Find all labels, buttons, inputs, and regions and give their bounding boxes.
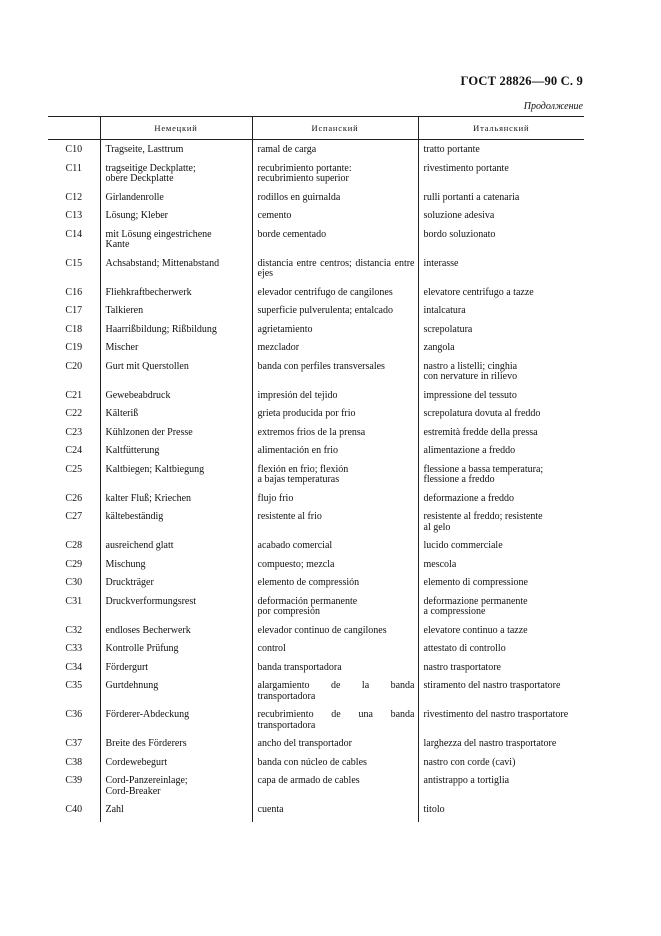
table-row <box>48 573 584 592</box>
term-italian: larghezza del nastro trasportatore <box>418 734 584 753</box>
term-code: C39 <box>65 775 83 786</box>
table-row <box>48 800 584 822</box>
term-code: C34 <box>65 661 83 673</box>
terms-table <box>48 116 584 822</box>
term-german: Kontrolle Prüfung <box>100 639 252 658</box>
document-header: ГОСТ 28826—90 С. 9 <box>460 74 583 88</box>
term-italian: elemento di compressione <box>418 573 584 592</box>
table-row <box>48 639 584 658</box>
term-spanish: control <box>252 639 418 658</box>
term-german: Haarrißbildung; Rißbildung <box>100 320 252 339</box>
term-italian: screpolatura <box>418 320 584 339</box>
term-spanish: distancia entre centros; distancia entre ejes <box>252 254 418 283</box>
term-code: C12 <box>65 191 83 203</box>
table-row <box>48 283 584 302</box>
term-spanish: superficie pulverulenta; entalcado <box>252 301 418 320</box>
table-row <box>48 489 584 508</box>
term-spanish: elemento de compressión <box>252 573 418 592</box>
table-row <box>48 507 584 536</box>
term-german: Förderer-Abdeckung <box>100 705 252 734</box>
term-code: C27 <box>65 511 83 522</box>
term-italian: mescola <box>418 555 584 574</box>
term-german: endloses Becherwerk <box>100 621 252 640</box>
term-italian: impressione del tessuto <box>418 386 584 405</box>
term-code: C16 <box>65 286 83 298</box>
table-row <box>48 188 584 207</box>
term-german: Kühlzonen der Presse <box>100 423 252 442</box>
term-spanish: alargamiento de la banda transportadora <box>252 676 418 705</box>
term-german: ausreichend glatt <box>100 536 252 555</box>
term-code: C31 <box>65 595 83 607</box>
term-code: C20 <box>65 360 83 372</box>
table-row <box>48 676 584 705</box>
header-german: Немецкий <box>100 117 252 140</box>
term-italian: rulli portanti a catenaria <box>418 188 584 207</box>
term-code: C19 <box>65 342 83 353</box>
term-code: C26 <box>65 492 83 504</box>
term-italian: deformazione permanente a compressione <box>418 592 584 621</box>
table-row <box>48 441 584 460</box>
term-spanish: elevador centrifugo de cangilones <box>252 283 418 302</box>
term-code: C40 <box>65 804 83 815</box>
term-german: Gewebeabdruck <box>100 386 252 405</box>
table-row <box>48 658 584 677</box>
header-spanish: Испанский <box>252 117 418 140</box>
term-code: C24 <box>65 445 83 456</box>
term-italian: lucido commerciale <box>418 536 584 555</box>
term-code: C15 <box>65 257 83 269</box>
term-spanish: agrietamiento <box>252 320 418 339</box>
term-spanish: compuesto; mezcla <box>252 555 418 574</box>
term-italian: screpolatura dovuta al freddo <box>418 404 584 423</box>
term-spanish: flexión en frio; flexión a bajas temperaturas <box>252 460 418 489</box>
table-row <box>48 536 584 555</box>
term-german: Zahl <box>100 800 252 822</box>
term-italian: attestato di controllo <box>418 639 584 658</box>
term-italian: nastro con corde (cavi) <box>418 753 584 772</box>
continuation-label: Продолжение <box>523 101 583 112</box>
table-row <box>48 225 584 254</box>
term-spanish: recubrimiento portante: recubrimiento superior <box>252 159 418 188</box>
term-german: Fördergurt <box>100 658 252 677</box>
term-spanish: recubrimiento de una banda transportadora <box>252 705 418 734</box>
table-row <box>48 621 584 640</box>
term-code: C13 <box>65 210 83 221</box>
table-row <box>48 206 584 225</box>
term-italian: titolo <box>418 800 584 822</box>
term-code: C14 <box>65 228 83 240</box>
term-code: C32 <box>65 624 83 636</box>
term-german: Gurtdehnung <box>100 676 252 705</box>
term-german: Druckverformungsrest <box>100 592 252 621</box>
table-row <box>48 357 584 386</box>
term-italian: elevatore centrifugo a tazze <box>418 283 584 302</box>
term-spanish: banda transportadora <box>252 658 418 677</box>
term-italian: intalcatura <box>418 301 584 320</box>
term-spanish: mezclador <box>252 338 418 357</box>
term-code: C38 <box>65 756 83 768</box>
table-row <box>48 592 584 621</box>
term-spanish: extremos frios de la prensa <box>252 423 418 442</box>
term-german: Achsabstand; Mittenabstand <box>100 254 252 283</box>
term-spanish: deformación permanente por compresión <box>252 592 418 621</box>
table-body <box>48 140 584 822</box>
term-spanish: grieta producida por frio <box>252 404 418 423</box>
table-row <box>48 140 584 159</box>
term-spanish: cuenta <box>252 800 418 822</box>
table-row <box>48 555 584 574</box>
term-italian: rivestimento portante <box>418 159 584 188</box>
table-row <box>48 734 584 753</box>
term-german: Kaltfütterung <box>100 441 252 460</box>
term-spanish: rodillos en guirnalda <box>252 188 418 207</box>
term-code: C21 <box>65 389 83 401</box>
table-row <box>48 320 584 339</box>
term-german: Tragseite, Lasttrum <box>100 140 252 159</box>
term-code: C36 <box>65 709 83 720</box>
term-italian: rivestimento del nastro trasportatore <box>418 705 584 734</box>
term-german: Talkieren <box>100 301 252 320</box>
term-italian: estremità fredde della pressa <box>418 423 584 442</box>
term-italian: bordo soluzionato <box>418 225 584 254</box>
term-german: Cordewebegurt <box>100 753 252 772</box>
term-italian: nastro trasportatore <box>418 658 584 677</box>
term-spanish: flujo frio <box>252 489 418 508</box>
term-code: C11 <box>65 162 82 174</box>
term-spanish: acabado comercial <box>252 536 418 555</box>
term-code: C22 <box>65 408 83 419</box>
term-code: C10 <box>65 144 83 155</box>
term-german: tragseitige Deckplatte; obere Deckplatte <box>100 159 252 188</box>
term-italian: elevatore continuo a tazze <box>418 621 584 640</box>
term-code: C17 <box>65 305 83 316</box>
table-row <box>48 705 584 734</box>
term-code: C18 <box>65 323 83 335</box>
table-row <box>48 159 584 188</box>
table-row <box>48 301 584 320</box>
term-code: C23 <box>65 426 83 438</box>
term-code: C30 <box>65 577 83 588</box>
term-spanish: cemento <box>252 206 418 225</box>
term-german: Cord-Panzereinlage; Cord-Breaker <box>100 771 252 800</box>
term-italian: resistente al freddo; resistente al gelo <box>418 507 584 536</box>
term-german: kältebeständig <box>100 507 252 536</box>
term-italian: soluzione adesiva <box>418 206 584 225</box>
table-row <box>48 460 584 489</box>
term-italian: alimentazione a freddo <box>418 441 584 460</box>
header-code <box>48 117 100 140</box>
term-italian: tratto portante <box>418 140 584 159</box>
term-code: C28 <box>65 540 83 551</box>
table-row <box>48 338 584 357</box>
term-italian: deformazione a freddo <box>418 489 584 508</box>
term-spanish: resistente al frio <box>252 507 418 536</box>
term-code: C33 <box>65 643 83 654</box>
table-row <box>48 386 584 405</box>
term-german: Lösung; Kleber <box>100 206 252 225</box>
term-code: C35 <box>65 680 83 691</box>
term-italian: antistrappo a tortiglia <box>418 771 584 800</box>
term-italian: stiramento del nastro trasportatore <box>418 676 584 705</box>
table-header-row <box>48 117 584 140</box>
term-code: C25 <box>65 463 83 475</box>
term-german: Breite des Förderers <box>100 734 252 753</box>
table-row <box>48 404 584 423</box>
table-row <box>48 423 584 442</box>
term-code: C37 <box>65 738 83 749</box>
term-spanish: banda con núcleo de cables <box>252 753 418 772</box>
header-italian: Итальянский <box>418 117 584 140</box>
term-spanish: elevador continuo de cangilones <box>252 621 418 640</box>
table-row <box>48 254 584 283</box>
term-spanish: impresión del tejido <box>252 386 418 405</box>
term-german: Gurt mit Querstollen <box>100 357 252 386</box>
term-spanish: ramal de carga <box>252 140 418 159</box>
term-german: Kaltbiegen; Kaltbiegung <box>100 460 252 489</box>
term-german: Druckträger <box>100 573 252 592</box>
term-german: Fliehkraftbecherwerk <box>100 283 252 302</box>
term-spanish: banda con perfiles transversales <box>252 357 418 386</box>
term-german: Mischung <box>100 555 252 574</box>
term-spanish: borde cementado <box>252 225 418 254</box>
term-italian: interasse <box>418 254 584 283</box>
term-german: Kälteriß <box>100 404 252 423</box>
term-code: C29 <box>65 558 83 570</box>
term-italian: zangola <box>418 338 584 357</box>
term-german: kalter Fluß; Kriechen <box>100 489 252 508</box>
table-row <box>48 753 584 772</box>
term-italian: flessione a bassa temperatura; flessione a freddo <box>418 460 584 489</box>
term-italian: nastro a listelli; cinghia con nervature in rilievo <box>418 357 584 386</box>
table-row <box>48 771 584 800</box>
term-spanish: ancho del transportador <box>252 734 418 753</box>
term-german: mit Lösung eingestrichene Kante <box>100 225 252 254</box>
term-spanish: capa de armado de cables <box>252 771 418 800</box>
term-spanish: alimentación en frio <box>252 441 418 460</box>
term-german: Girlandenrolle <box>100 188 252 207</box>
term-german: Mischer <box>100 338 252 357</box>
